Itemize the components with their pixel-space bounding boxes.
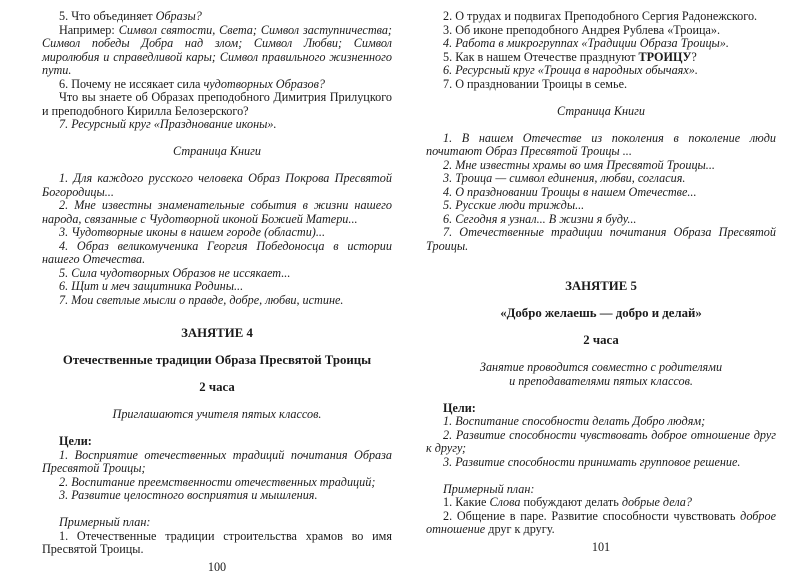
plan-label: [426, 483, 776, 497]
text-run: 7. Ресурсный круг «Празднование иконы».: [59, 117, 277, 131]
lesson-heading: [42, 327, 392, 341]
text-run: побуждают делать: [520, 495, 622, 509]
text-run: доброе отношение: [426, 508, 776, 536]
plan-item: [426, 64, 776, 78]
text-run: 2. О трудах и подвигах Преподобного Сергия Радонежского.: [443, 9, 758, 23]
lesson-duration: [426, 334, 776, 348]
text-run: добрые дела?: [621, 495, 692, 509]
question-item: [42, 118, 392, 132]
text-run: Символ святости, Света; Символ заступничества; Символ победы Добра над злом; Символ Любви; Символ миролюбия и справедливой кары; Символ правильного жизненного пути.: [42, 22, 392, 77]
text-run: 6. Сегодня я узнал... В жизни я буду...: [443, 211, 637, 226]
question-item: [42, 10, 392, 24]
list-item: [426, 186, 776, 200]
text-run: 3. Чудотворные иконы в нашем городе (области)...: [59, 225, 325, 239]
list-item: [42, 226, 392, 240]
text-run: 1. Восприятие отечественных традиций почитания Образа Пресвятой Троицы;: [42, 447, 392, 476]
goal-item: [42, 449, 392, 476]
text-run: 2 часа: [583, 333, 619, 347]
text-run: ЗАНЯТИЕ 5: [565, 279, 637, 293]
text-run: 3. Развитие целостного восприятия и мышления.: [59, 488, 318, 503]
page-left: [42, 10, 392, 574]
text-run: Что вы знаете об Образах преподобного Димитрия Прилуцкого и преподобного Кирилла Белозерского?: [42, 90, 392, 118]
list-item: [42, 280, 392, 294]
lesson-note: [42, 408, 392, 422]
text-run: 3. Об иконе преподобного Андрея Рублева «Троица».: [443, 22, 721, 37]
text-run: ТРОИЦУ: [638, 49, 692, 64]
goal-item: [426, 429, 776, 456]
list-item: [42, 267, 392, 281]
text-run: 1. Воспитание способности делать Добро людям;: [443, 414, 706, 428]
text-run: и преподавателями пятых классов.: [509, 373, 693, 388]
lesson-duration: [42, 381, 392, 395]
list-item: [426, 132, 776, 159]
text-run: 4. Образ великомученика Георгия Победоносца в истории нашего Отечества.: [42, 238, 392, 266]
text-run: 1. В нашем Отечестве из поколения в поколение люди почитают Образ Пресвятой Троицы ...: [426, 130, 776, 158]
text-run: 1. Отечественные традиции строительства храмов во имя Пресвятой Троицы.: [42, 528, 392, 557]
list-item: [42, 172, 392, 199]
text-run: Приглашаются учителя пятых классов.: [112, 407, 322, 422]
text-run: 2. Мне известны храмы во имя Пресвятой Троицы...: [443, 157, 715, 172]
text-run: 1. Какие: [443, 495, 490, 509]
goals-label: [42, 435, 392, 449]
section-subheading: [426, 105, 776, 119]
text-run: 2 часа: [199, 380, 235, 395]
lesson-title: [42, 354, 392, 368]
page-number: [42, 561, 392, 574]
text-run: 2. Мне известны знаменательные события в жизни нашего народа, связанные с Чудотворной иконой Божией Матери...: [42, 198, 392, 226]
plan-item: [426, 24, 776, 38]
text-run: ЗАНЯТИЕ 4: [181, 326, 253, 341]
list-item: [426, 159, 776, 173]
text-run: 2. Общение в паре. Развитие способности чувствовать: [443, 508, 741, 523]
text-run: Цели:: [59, 434, 92, 449]
plan-item: [426, 496, 776, 510]
text-run: Страница Книги: [557, 103, 645, 118]
page-right: [426, 10, 776, 554]
plan-item: [426, 51, 776, 65]
list-item: [42, 240, 392, 267]
list-item: [42, 294, 392, 308]
plan-item: [426, 10, 776, 24]
text-run: Слова: [489, 495, 521, 509]
paragraph: [42, 91, 392, 118]
text-run: «Добро желаешь — добро и делай»: [500, 306, 702, 320]
text-run: 5. Сила чудотворных Образов не иссякает...: [59, 265, 291, 280]
text-run: 3. Троица — символ единения, любви, согласия.: [443, 171, 686, 185]
goals-label: [426, 402, 776, 416]
list-item: [426, 213, 776, 227]
goal-item: [426, 456, 776, 470]
text-run: 2. Развитие способности чувствовать доброе отношение друг к другу;: [426, 427, 776, 455]
text-run: 5. Как в нашем Отечестве празднуют: [443, 49, 639, 64]
paragraph: [42, 24, 392, 78]
text-run: чудотворных Образов?: [203, 76, 325, 91]
text-run: друг к другу.: [485, 522, 555, 536]
text-run: 5. Русские люди трижды...: [443, 198, 585, 212]
text-run: Занятие проводится совместно с родителями: [479, 360, 723, 374]
text-run: 7. Мои светлые мысли о правде, добре, любви, истине.: [59, 292, 344, 307]
text-run: 1. Для каждого русского человека Образ Покрова Пресвятой Богородицы...: [42, 171, 392, 199]
goal-item: [42, 489, 392, 503]
plan-item: [426, 510, 776, 537]
text-run: Примерный план:: [59, 515, 151, 530]
text-run: 6. Почему не иссякает сила: [59, 76, 204, 91]
list-item: [42, 199, 392, 226]
list-item: [426, 172, 776, 186]
text-run: Образы?: [155, 9, 202, 23]
goal-item: [42, 476, 392, 490]
text-run: 5. Что объединяет: [59, 9, 156, 23]
text-run: Страница Книги: [173, 144, 261, 158]
lesson-title: [426, 307, 776, 321]
text-run: 6. Ресурсный круг «Троица в народных обычаях».: [443, 63, 698, 77]
text-run: 101: [591, 539, 611, 554]
text-run: 7. О праздновании Троицы в семье.: [443, 76, 628, 91]
question-item: [42, 78, 392, 92]
text-run: 7. Отечественные традиции почитания Образа Пресвятой Троицы.: [426, 225, 776, 253]
page-number: [426, 541, 776, 555]
plan-item: [426, 37, 776, 51]
goal-item: [426, 415, 776, 429]
lesson-note: [426, 375, 776, 389]
text-run: 2. Воспитание преемственности отечественных традиций;: [59, 474, 376, 489]
lesson-note: [426, 361, 776, 375]
text-run: 3. Развитие способности принимать групповое решение.: [443, 454, 741, 469]
text-run: Цели:: [443, 400, 476, 415]
text-run: 4. Работа в микрогруппах «Традиции Образа Троицы».: [443, 36, 729, 50]
lesson-heading: [426, 280, 776, 294]
text-run: 6. Щит и меч защитника Родины...: [59, 279, 244, 293]
list-item: [426, 199, 776, 213]
text-run: Отечественные традиции Образа Пресвятой Троицы: [62, 353, 372, 368]
plan-label: [42, 516, 392, 530]
text-run: Примерный план:: [443, 481, 535, 496]
list-item: [426, 226, 776, 253]
text-run: Например:: [59, 22, 119, 37]
plan-item: [42, 530, 392, 557]
text-run: 4. О праздновании Троицы в нашем Отечестве...: [443, 184, 697, 199]
plan-item: [426, 78, 776, 92]
text-run: ?: [691, 49, 697, 64]
text-run: 100: [207, 559, 227, 574]
section-subheading: [42, 145, 392, 159]
